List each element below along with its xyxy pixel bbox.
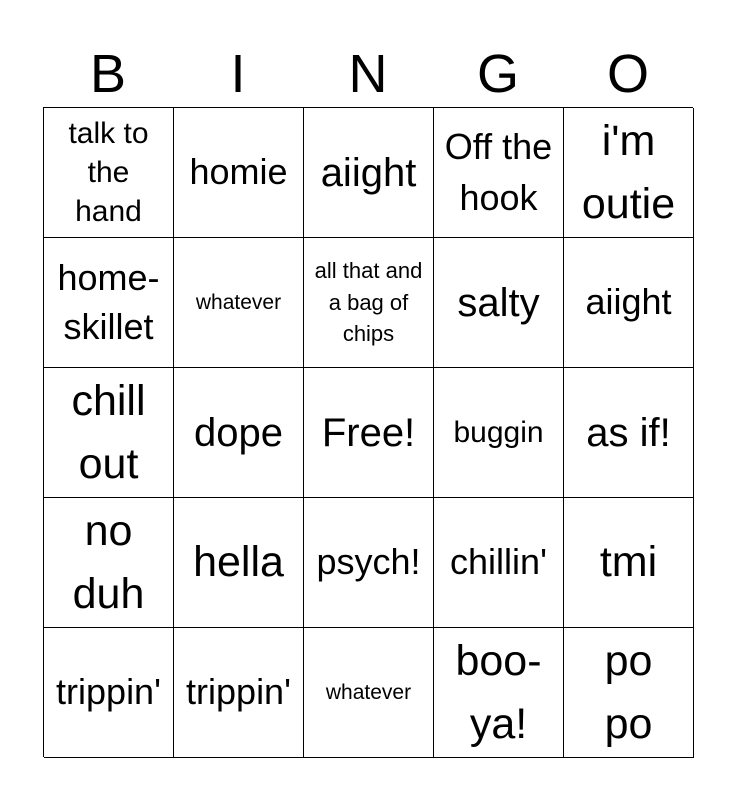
cell-text: whatever [195, 290, 282, 314]
bingo-cell[interactable] [174, 368, 304, 498]
bingo-cell[interactable] [174, 498, 304, 628]
bingo-cell[interactable] [304, 238, 434, 368]
cell-text: aiight [585, 281, 672, 323]
bingo-cell[interactable] [44, 108, 174, 238]
header-letter-o: O [606, 44, 649, 104]
cell-text: boo-ya! [455, 637, 542, 748]
bingo-cell[interactable] [564, 108, 694, 238]
cell-text: trippin' [186, 671, 291, 713]
cell-text: Off the hook [444, 126, 553, 218]
header-letter-i: I [230, 44, 246, 104]
bingo-cell[interactable] [434, 498, 564, 628]
cell-text: as if! [586, 410, 671, 455]
bingo-card [43, 107, 693, 757]
cell-text: salty [457, 280, 540, 325]
cell-text: trippin' [56, 671, 161, 713]
bingo-cell[interactable] [434, 368, 564, 498]
bingo-cell[interactable] [44, 498, 174, 628]
cell-text: no duh [72, 507, 145, 618]
cell-text: home-skillet [57, 256, 160, 347]
header-letter-b: B [89, 44, 127, 104]
bingo-cell[interactable] [44, 628, 174, 758]
cell-text: Free! [321, 410, 416, 455]
cell-text: dope [194, 410, 283, 455]
bingo-cell[interactable] [564, 368, 694, 498]
bingo-cell[interactable] [44, 238, 174, 368]
cell-text: whatever [325, 680, 412, 704]
bingo-cell[interactable] [564, 498, 694, 628]
cell-text: buggin [453, 416, 544, 449]
bingo-header [43, 42, 693, 106]
cell-text: i'm outie [581, 117, 676, 228]
bingo-cell[interactable] [304, 108, 434, 238]
cell-text: homie [189, 151, 288, 193]
cell-text: all that and a bag of chips [314, 257, 423, 347]
cell-text: hella [193, 538, 284, 587]
bingo-cell[interactable] [564, 628, 694, 758]
cell-text: aiight [320, 150, 417, 195]
bingo-cell[interactable] [174, 108, 304, 238]
cell-text: po po [604, 637, 653, 748]
bingo-cell[interactable] [434, 108, 564, 238]
bingo-cell[interactable] [434, 238, 564, 368]
header-letter-n: N [348, 44, 388, 104]
bingo-cell[interactable] [304, 498, 434, 628]
bingo-cell[interactable] [304, 628, 434, 758]
cell-text: chill out [71, 377, 146, 488]
bingo-cell[interactable] [44, 368, 174, 498]
header-letter-g: G [476, 44, 519, 104]
bingo-cell[interactable] [434, 628, 564, 758]
cell-text: talk to the hand [68, 117, 149, 228]
bingo-cell[interactable] [564, 238, 694, 368]
bingo-cell[interactable] [174, 238, 304, 368]
bingo-cell[interactable] [304, 368, 434, 498]
cell-text: psych! [316, 541, 421, 583]
cell-text: chillin' [450, 541, 547, 583]
bingo-cell[interactable] [174, 628, 304, 758]
cell-text: tmi [599, 538, 658, 587]
